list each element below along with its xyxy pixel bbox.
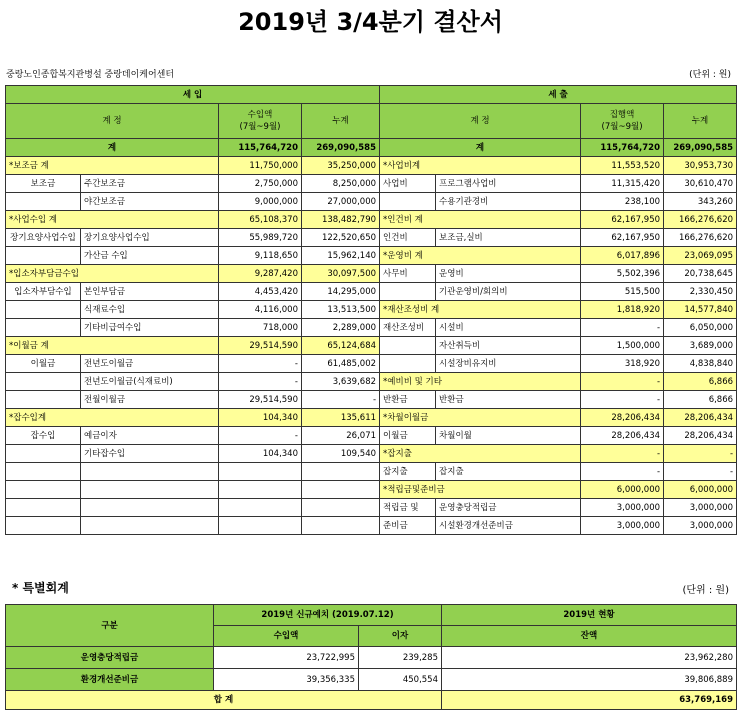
income-total-cumulative: 269,090,585	[302, 139, 380, 157]
income-cumulative	[302, 463, 380, 481]
income-item: 장기요양사업수입	[81, 229, 219, 247]
special-row-balance: 23,962,280	[442, 647, 737, 669]
expense-item: 운영충당적립금	[436, 499, 581, 517]
income-amount: -	[219, 355, 302, 373]
income-item	[81, 481, 219, 499]
income-amount: 29,514,590	[219, 391, 302, 409]
special-row-operating	[6, 647, 737, 669]
income-category	[6, 373, 81, 391]
expense-amount: 62,167,950	[581, 211, 664, 229]
table-row	[6, 301, 737, 319]
expense-cumulative: 6,050,000	[664, 319, 737, 337]
expense-amount-header: 집행액 (7월~9월)	[581, 104, 664, 139]
expense-category	[380, 355, 436, 373]
expense-cumulative: 3,689,000	[664, 337, 737, 355]
income-cumulative: -	[302, 391, 380, 409]
expense-item: 자산취득비	[436, 337, 581, 355]
expense-category: 인건비	[380, 229, 436, 247]
income-item: 야간보조금	[81, 193, 219, 211]
expense-amount: 318,920	[581, 355, 664, 373]
income-cumulative: 138,482,790	[302, 211, 380, 229]
page-title: 2019년 3/4분기 결산서	[238, 8, 503, 36]
expense-amount: 1,500,000	[581, 337, 664, 355]
table-row	[6, 481, 737, 499]
special-unit-label: (단위 : 원)	[682, 585, 729, 596]
expense-item: 차월이월	[436, 427, 581, 445]
income-amount: -	[219, 373, 302, 391]
income-amount	[219, 517, 302, 535]
special-interest-header: 이자	[359, 626, 442, 647]
income-amount: 4,116,000	[219, 301, 302, 319]
income-category: 입소자부담수입	[6, 283, 81, 301]
special-income-header: 수입액	[214, 626, 359, 647]
expense-account-header: 계 정	[380, 104, 581, 139]
income-category	[6, 481, 81, 499]
expense-header: 세 출	[380, 86, 737, 104]
income-category	[6, 301, 81, 319]
income-cumulative	[302, 499, 380, 517]
income-cumulative: 26,071	[302, 427, 380, 445]
income-item	[81, 517, 219, 535]
expense-item: 시설환경개선준비금	[436, 517, 581, 535]
income-amount	[219, 463, 302, 481]
special-total-row	[6, 691, 737, 710]
unit-label: (단위 : 원)	[689, 70, 731, 80]
special-new-deposit-header: 2019년 신규예치 (2019.07.12)	[214, 605, 442, 626]
income-cumulative: 15,962,140	[302, 247, 380, 265]
expense-cumulative: 6,866	[664, 373, 737, 391]
expense-amount: -	[581, 373, 664, 391]
expense-amount: 11,315,420	[581, 175, 664, 193]
income-amount: 4,453,420	[219, 283, 302, 301]
special-account-heading: * 특별회계	[12, 581, 69, 595]
income-category: 이월금	[6, 355, 81, 373]
income-category	[6, 445, 81, 463]
special-row-income: 23,722,995	[214, 647, 359, 669]
income-cumulative: 122,520,650	[302, 229, 380, 247]
income-amount	[219, 481, 302, 499]
expense-category: 준비금	[380, 517, 436, 535]
income-total-amount: 115,764,720	[219, 139, 302, 157]
total-row	[6, 139, 737, 157]
income-item: 전년도이월금	[81, 355, 219, 373]
expense-cumulative: 343,260	[664, 193, 737, 211]
expense-item: 보조금,실비	[436, 229, 581, 247]
expense-cumulative: 166,276,620	[664, 229, 737, 247]
table-row	[6, 445, 737, 463]
expense-amount: 3,000,000	[581, 499, 664, 517]
expense-category: 이월금	[380, 427, 436, 445]
expense-amount: -	[581, 463, 664, 481]
expense-cumulative: 2,330,450	[664, 283, 737, 301]
expense-category: 사무비	[380, 265, 436, 283]
income-amount: 55,989,720	[219, 229, 302, 247]
expense-cumulative: 166,276,620	[664, 211, 737, 229]
income-category	[6, 517, 81, 535]
income-category	[6, 193, 81, 211]
expense-category	[380, 193, 436, 211]
income-category: *이월금 계	[6, 337, 219, 355]
income-amount: 104,340	[219, 445, 302, 463]
income-item: 전월이월금	[81, 391, 219, 409]
expense-cumulative-header: 누계	[664, 104, 737, 139]
expense-item: 기관운영비/회의비	[436, 283, 581, 301]
expense-amount: 5,502,396	[581, 265, 664, 283]
expense-total-amount: 115,764,720	[581, 139, 664, 157]
income-amount: 29,514,590	[219, 337, 302, 355]
expense-cumulative: 6,866	[664, 391, 737, 409]
table-row	[6, 229, 737, 247]
expense-cumulative: -	[664, 445, 737, 463]
income-item: 기타잡수입	[81, 445, 219, 463]
income-amount: 11,750,000	[219, 157, 302, 175]
expense-category: 재산조성비	[380, 319, 436, 337]
table-header-row	[6, 86, 737, 104]
special-row-environment	[6, 669, 737, 691]
income-amount: 718,000	[219, 319, 302, 337]
income-item: 기타비급여수입	[81, 319, 219, 337]
special-total-value: 63,769,169	[442, 691, 737, 710]
expense-category: *사업비계	[380, 157, 581, 175]
income-amount: 9,287,420	[219, 265, 302, 283]
expense-cumulative: 28,206,434	[664, 427, 737, 445]
expense-cumulative: 30,610,470	[664, 175, 737, 193]
expense-cumulative: -	[664, 463, 737, 481]
expense-amount: -	[581, 319, 664, 337]
income-amount-header: 수입액 (7월~9월)	[219, 104, 302, 139]
expense-item: 반환금	[436, 391, 581, 409]
income-total-label: 계	[6, 139, 219, 157]
table-row	[6, 157, 737, 175]
income-category: *사업수입 계	[6, 211, 219, 229]
special-total-label: 합 계	[6, 691, 442, 710]
income-amount: 104,340	[219, 409, 302, 427]
table-row	[6, 427, 737, 445]
income-cumulative-header: 누계	[302, 104, 380, 139]
income-category	[6, 391, 81, 409]
special-row-name: 운영충당적립금	[6, 647, 214, 669]
income-cumulative: 8,250,000	[302, 175, 380, 193]
income-item: 식재료수입	[81, 301, 219, 319]
income-cumulative: 61,485,002	[302, 355, 380, 373]
income-cumulative: 65,124,684	[302, 337, 380, 355]
table-row	[6, 265, 737, 283]
income-category: *입소자부담금수입	[6, 265, 219, 283]
expense-total-label: 계	[380, 139, 581, 157]
income-cumulative: 27,000,000	[302, 193, 380, 211]
income-cumulative: 30,097,500	[302, 265, 380, 283]
special-balance-header: 잔액	[442, 626, 737, 647]
table-row	[6, 283, 737, 301]
income-cumulative	[302, 517, 380, 535]
table-row	[6, 337, 737, 355]
expense-cumulative: 20,738,645	[664, 265, 737, 283]
table-row	[6, 211, 737, 229]
expense-category: *차월이월금	[380, 409, 581, 427]
income-category: *보조금 계	[6, 157, 219, 175]
special-account-table	[5, 604, 737, 710]
income-amount: 2,750,000	[219, 175, 302, 193]
income-item: 예금이자	[81, 427, 219, 445]
income-cumulative: 35,250,000	[302, 157, 380, 175]
income-category: 잡수입	[6, 427, 81, 445]
expense-amount: 11,553,520	[581, 157, 664, 175]
income-category	[6, 463, 81, 481]
table-row	[6, 409, 737, 427]
income-amount: 9,118,650	[219, 247, 302, 265]
special-row-name: 환경개선준비금	[6, 669, 214, 691]
income-item	[81, 463, 219, 481]
special-row-income: 39,356,335	[214, 669, 359, 691]
expense-cumulative: 30,953,730	[664, 157, 737, 175]
special-row-interest: 450,554	[359, 669, 442, 691]
table-row	[6, 247, 737, 265]
expense-amount: 515,500	[581, 283, 664, 301]
table-row	[6, 193, 737, 211]
expense-amount: 28,206,434	[581, 409, 664, 427]
expense-category: 사업비	[380, 175, 436, 193]
expense-cumulative: 28,206,434	[664, 409, 737, 427]
table-row	[6, 517, 737, 535]
income-cumulative: 109,540	[302, 445, 380, 463]
settlement-table	[5, 85, 737, 535]
expense-item: 시설비	[436, 319, 581, 337]
table-row	[6, 175, 737, 193]
income-item: 전년도이월금(식재료비)	[81, 373, 219, 391]
expense-item: 프로그램사업비	[436, 175, 581, 193]
income-amount	[219, 499, 302, 517]
expense-item: 수용기관경비	[436, 193, 581, 211]
expense-category: *적립금및준비금	[380, 481, 581, 499]
expense-amount: 238,100	[581, 193, 664, 211]
income-category	[6, 319, 81, 337]
income-cumulative	[302, 481, 380, 499]
table-row	[6, 463, 737, 481]
special-row-balance: 39,806,889	[442, 669, 737, 691]
income-item: 주간보조금	[81, 175, 219, 193]
table-row	[6, 319, 737, 337]
special-row-interest: 239,285	[359, 647, 442, 669]
income-cumulative: 13,513,500	[302, 301, 380, 319]
expense-cumulative: 23,069,095	[664, 247, 737, 265]
income-account-header: 계 정	[6, 104, 219, 139]
special-gubun-header: 구분	[6, 605, 214, 647]
expense-amount: 62,167,950	[581, 229, 664, 247]
expense-category: *잡지출	[380, 445, 581, 463]
expense-amount: -	[581, 445, 664, 463]
table-row	[6, 355, 737, 373]
income-item	[81, 499, 219, 517]
income-cumulative: 3,639,682	[302, 373, 380, 391]
organization-name: 중랑노인종합복지관병설 중랑데이케어센터	[6, 70, 175, 80]
expense-total-cumulative: 269,090,585	[664, 139, 737, 157]
income-header: 세 입	[6, 86, 380, 104]
expense-category: *재산조성비 계	[380, 301, 581, 319]
expense-category: 반환금	[380, 391, 436, 409]
expense-amount: 6,017,896	[581, 247, 664, 265]
income-item: 가산금 수입	[81, 247, 219, 265]
income-category	[6, 247, 81, 265]
table-subheader-row	[6, 104, 737, 139]
expense-cumulative: 14,577,840	[664, 301, 737, 319]
income-amount: 65,108,370	[219, 211, 302, 229]
expense-category: *운영비 계	[380, 247, 581, 265]
income-category: 보조금	[6, 175, 81, 193]
income-amount: -	[219, 427, 302, 445]
income-category	[6, 499, 81, 517]
expense-category: 잡지출	[380, 463, 436, 481]
expense-cumulative: 4,838,840	[664, 355, 737, 373]
expense-amount: -	[581, 391, 664, 409]
income-cumulative: 135,611	[302, 409, 380, 427]
income-category: *잡수입계	[6, 409, 219, 427]
expense-category	[380, 337, 436, 355]
expense-cumulative: 3,000,000	[664, 517, 737, 535]
table-row	[6, 373, 737, 391]
income-amount: 9,000,000	[219, 193, 302, 211]
special-status-header: 2019년 현황	[442, 605, 737, 626]
expense-amount: 28,206,434	[581, 427, 664, 445]
income-cumulative: 2,289,000	[302, 319, 380, 337]
income-category: 장기요양사업수입	[6, 229, 81, 247]
expense-amount: 1,818,920	[581, 301, 664, 319]
expense-category: *예비비 및 기타	[380, 373, 581, 391]
income-cumulative: 14,295,000	[302, 283, 380, 301]
expense-cumulative: 3,000,000	[664, 499, 737, 517]
expense-amount: 6,000,000	[581, 481, 664, 499]
table-row	[6, 499, 737, 517]
income-item: 본인부담금	[81, 283, 219, 301]
expense-item: 운영비	[436, 265, 581, 283]
expense-category	[380, 283, 436, 301]
expense-category: 적립금 및	[380, 499, 436, 517]
table-row	[6, 391, 737, 409]
table-body	[6, 157, 737, 535]
expense-amount: 3,000,000	[581, 517, 664, 535]
expense-cumulative: 6,000,000	[664, 481, 737, 499]
special-header-row	[6, 605, 737, 626]
expense-item: 잡지출	[436, 463, 581, 481]
expense-category: *인건비 계	[380, 211, 581, 229]
expense-item: 시설장비유지비	[436, 355, 581, 373]
